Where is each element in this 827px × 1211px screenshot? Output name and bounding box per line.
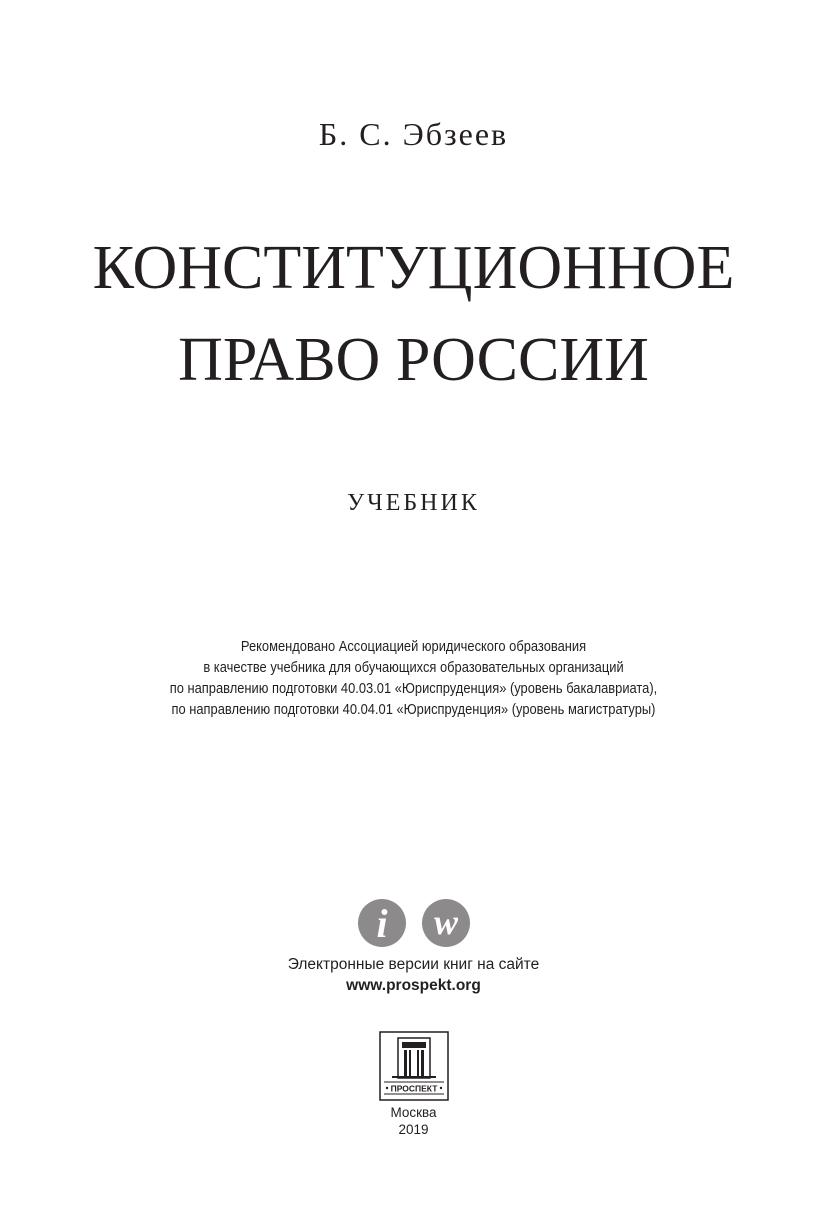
recommendation-line: Рекомендовано Ассоциацией юридического образования bbox=[240, 638, 587, 655]
web-icon bbox=[422, 899, 470, 947]
publisher-logo-text: ПРОСПЕКТ bbox=[390, 1083, 438, 1094]
recommendation-block bbox=[58, 636, 769, 720]
web-icon-glyph: w bbox=[433, 902, 459, 942]
author-name: Б. С. Эбзеев bbox=[318, 116, 509, 152]
book-type: УЧЕБНИК bbox=[347, 490, 480, 516]
book-title-line-1: КОНСТИТУЦИОННОЕ bbox=[92, 234, 735, 302]
ebook-note: Электронные версии книг на сайте bbox=[287, 956, 540, 973]
info-web-icons bbox=[357, 897, 475, 949]
info-icon-glyph: i bbox=[376, 901, 388, 946]
recommendation-line: по направлению подготовки 40.04.01 «Юриспруденция» (уровень магистратуры) bbox=[171, 701, 656, 718]
publication-city: Москва bbox=[390, 1105, 437, 1120]
book-title-line-2: ПРАВО РОССИИ bbox=[178, 326, 649, 394]
publication-year: 2019 bbox=[398, 1122, 429, 1137]
recommendation-line: в качестве учебника для обучающихся образовательных организаций bbox=[203, 659, 624, 676]
recommendation-line: по направлению подготовки 40.03.01 «Юриспруденция» (уровень бакалавриата), bbox=[169, 680, 658, 697]
publisher-logo bbox=[378, 1030, 450, 1102]
website-link[interactable]: www.prospekt.org bbox=[346, 977, 481, 994]
info-icon bbox=[358, 899, 406, 947]
